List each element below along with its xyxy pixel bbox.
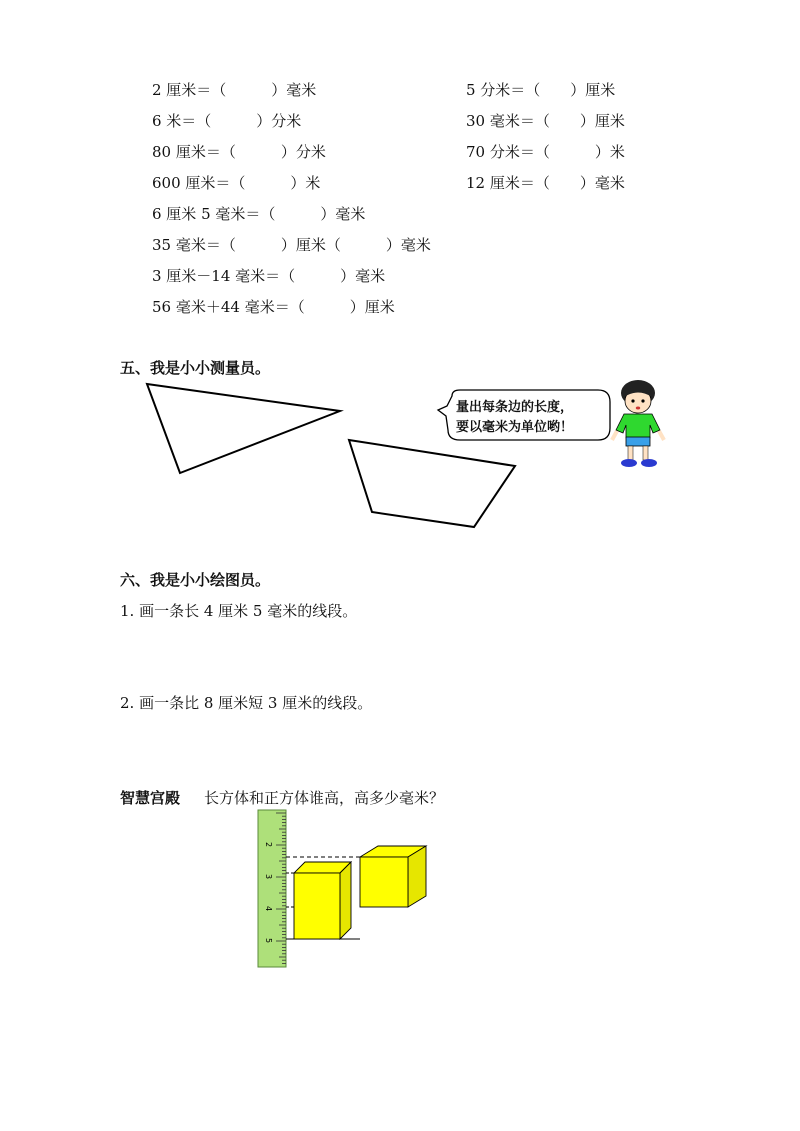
- ruler-tick-label: 4: [264, 906, 273, 912]
- conversion-item: 5 分米＝（ ）厘米: [466, 81, 616, 99]
- cuboid-shape: [294, 862, 351, 939]
- ruler-tick-label: 2: [264, 842, 273, 848]
- speech-bubble-text: 量出每条边的长度，: [456, 400, 574, 415]
- conversion-item: 3 厘米－14 毫米＝（ ）毫米: [152, 267, 386, 285]
- wisdom-label: 智慧宫殿: [120, 789, 181, 807]
- question-text: 长方体和正方体谁高，高多少毫米？: [204, 789, 445, 807]
- conversion-item: 30 毫米＝（ ）厘米: [466, 112, 625, 130]
- conversion-item: 6 米＝（ ）分米: [152, 112, 302, 130]
- question-text: 2. 画一条比 8 厘米短 3 厘米的线段。: [120, 694, 373, 712]
- trapezoid-shape: [349, 440, 515, 527]
- section-title: 五、我是小小测量员。: [120, 359, 271, 377]
- ruler-tick-label: 5: [264, 938, 273, 944]
- conversion-item: 12 厘米＝（ ）毫米: [466, 174, 625, 192]
- conversion-item: 56 毫米＋44 毫米＝（ ）厘米: [152, 298, 395, 316]
- conversion-item: 600 厘米＝（ ）米: [152, 174, 321, 192]
- triangle-shape: [147, 384, 340, 473]
- cube-shape: [360, 846, 426, 907]
- conversion-item: 80 厘米＝（ ）分米: [152, 143, 326, 161]
- ruler: [258, 810, 286, 967]
- conversion-item: 2 厘米＝（ ）毫米: [152, 81, 317, 99]
- question-text: 1. 画一条长 4 厘米 5 毫米的线段。: [120, 602, 358, 620]
- section-title: 六、我是小小绘图员。: [120, 571, 271, 589]
- speech-bubble-text: 要以毫米为单位哟！: [456, 420, 574, 435]
- ruler-tick-label: 3: [264, 874, 273, 880]
- conversion-item: 35 毫米＝（ ）厘米（ ）毫米: [152, 236, 431, 254]
- conversion-item: 70 分米＝（ ）米: [466, 143, 625, 161]
- conversion-item: 6 厘米 5 毫米＝（ ）毫米: [152, 205, 366, 223]
- boy-icon: [612, 380, 664, 467]
